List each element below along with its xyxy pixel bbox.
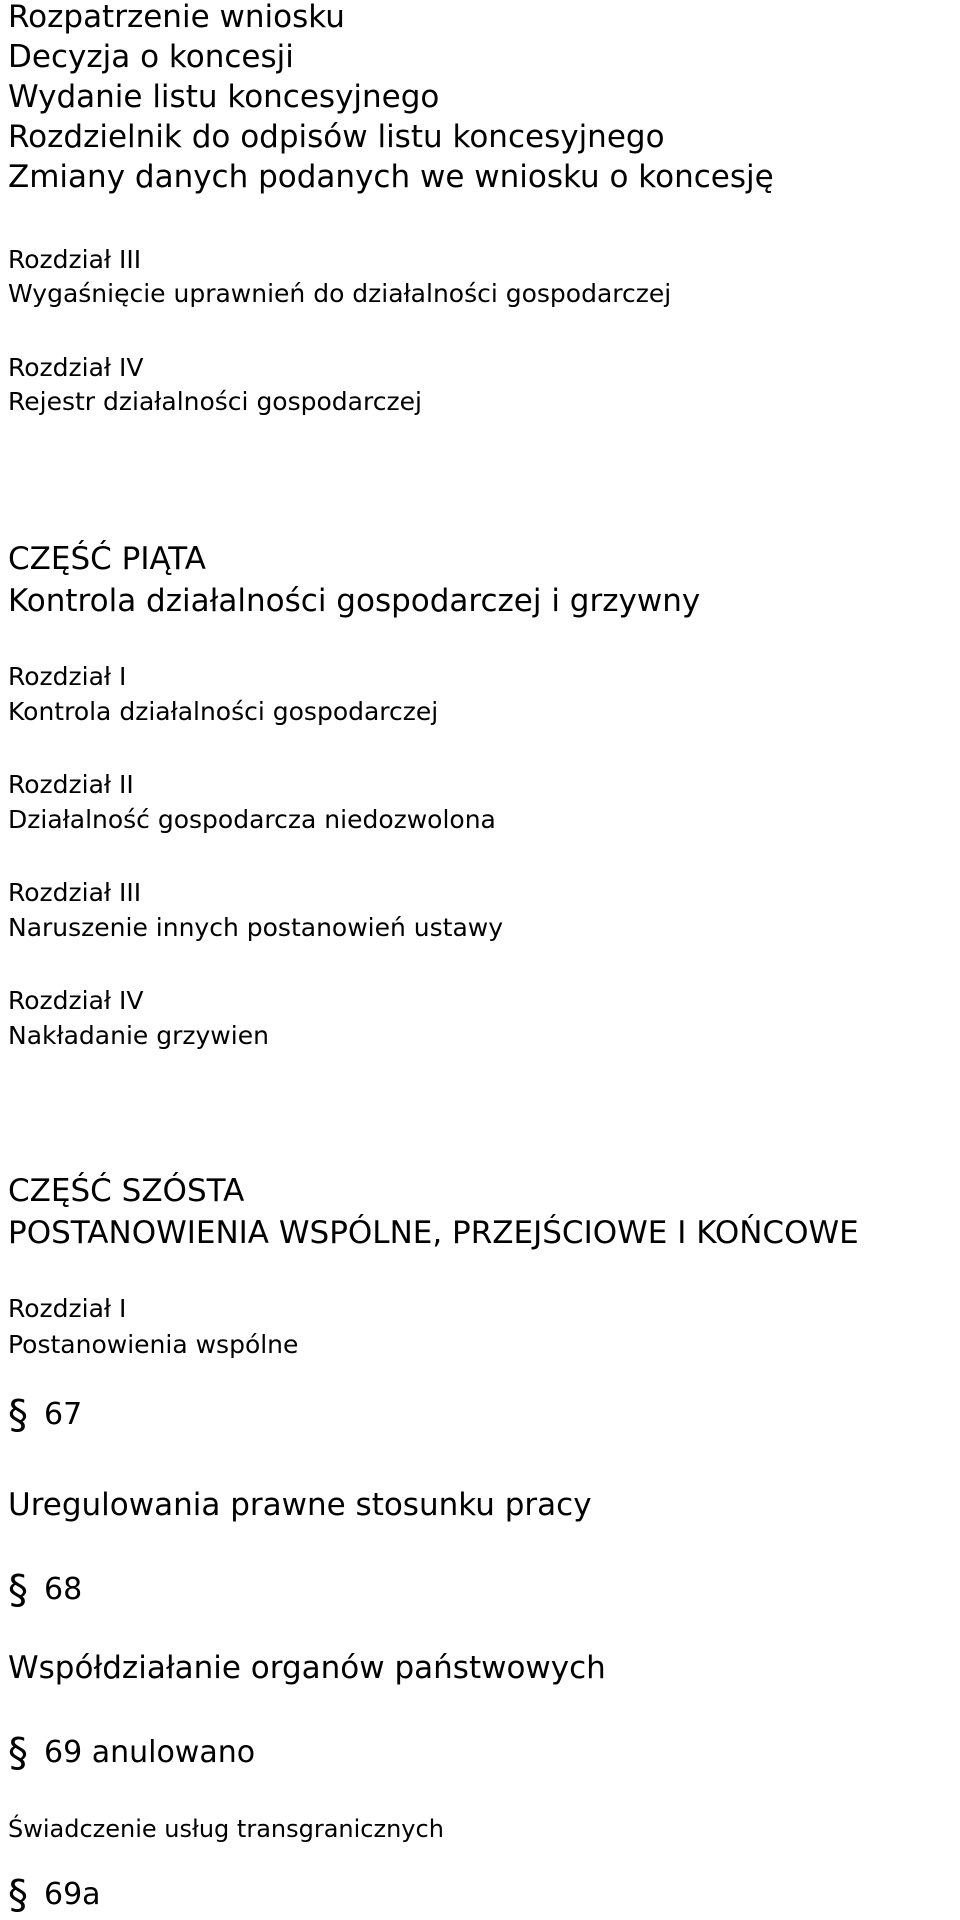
chapter-title: Naruszenie innych postanowień ustawy xyxy=(8,913,504,942)
section-number-text: 69a xyxy=(44,1877,101,1912)
part-title: POSTANOWIENIA WSPÓLNE, PRZEJŚCIOWE I KOŃCOWE xyxy=(8,1215,859,1251)
section-number xyxy=(8,1872,101,1918)
chapter-label: Rozdział IV xyxy=(8,986,144,1015)
part-title: Kontrola działalności gospodarczej i grzywny xyxy=(8,583,701,619)
section-number-text: 67 xyxy=(44,1397,83,1432)
toc-entry: Zmiany danych podanych we wniosku o koncesję xyxy=(8,159,774,195)
section-title: Świadczenie usług transgranicznych xyxy=(8,1815,444,1843)
part-heading: CZĘŚĆ PIĄTA xyxy=(8,541,207,577)
chapter-label: Rozdział I xyxy=(8,1294,127,1323)
chapter-title: Postanowienia wspólne xyxy=(8,1330,299,1359)
toc-entry: Rozpatrzenie wniosku xyxy=(8,0,345,35)
section-title: Uregulowania prawne stosunku pracy xyxy=(8,1487,592,1523)
section-number-text: 68 xyxy=(44,1572,83,1607)
section-title: Współdziałanie organów państwowych xyxy=(8,1650,606,1686)
section-number xyxy=(8,1730,256,1776)
section-sign-icon: § xyxy=(8,1567,28,1613)
chapter-title: Kontrola działalności gospodarczej xyxy=(8,697,439,726)
section-number xyxy=(8,1392,83,1438)
section-number xyxy=(8,1567,83,1613)
part-heading: CZĘŚĆ SZÓSTA xyxy=(8,1173,245,1209)
section-number-text: 69 anulowano xyxy=(44,1735,256,1770)
chapter-title: Działalność gospodarcza niedozwolona xyxy=(8,805,496,834)
section-sign-icon: § xyxy=(8,1872,28,1918)
chapter-title: Nakładanie grzywien xyxy=(8,1021,269,1050)
toc-entry: Rozdzielnik do odpisów listu koncesyjnego xyxy=(8,119,665,155)
section-sign-icon: § xyxy=(8,1392,28,1438)
toc-entry: Wydanie listu koncesyjnego xyxy=(8,79,440,115)
chapter-label: Rozdział II xyxy=(8,770,134,799)
section-sign-icon: § xyxy=(8,1730,28,1776)
chapter-title: Rejestr działalności gospodarczej xyxy=(8,387,422,416)
chapter-label: Rozdział IV xyxy=(8,353,144,382)
chapter-title: Wygaśnięcie uprawnień do działalności gospodarczej xyxy=(8,279,672,308)
chapter-label: Rozdział I xyxy=(8,662,127,691)
chapter-label: Rozdział III xyxy=(8,245,142,274)
chapter-label: Rozdział III xyxy=(8,878,142,907)
toc-entry: Decyzja o koncesji xyxy=(8,39,294,75)
